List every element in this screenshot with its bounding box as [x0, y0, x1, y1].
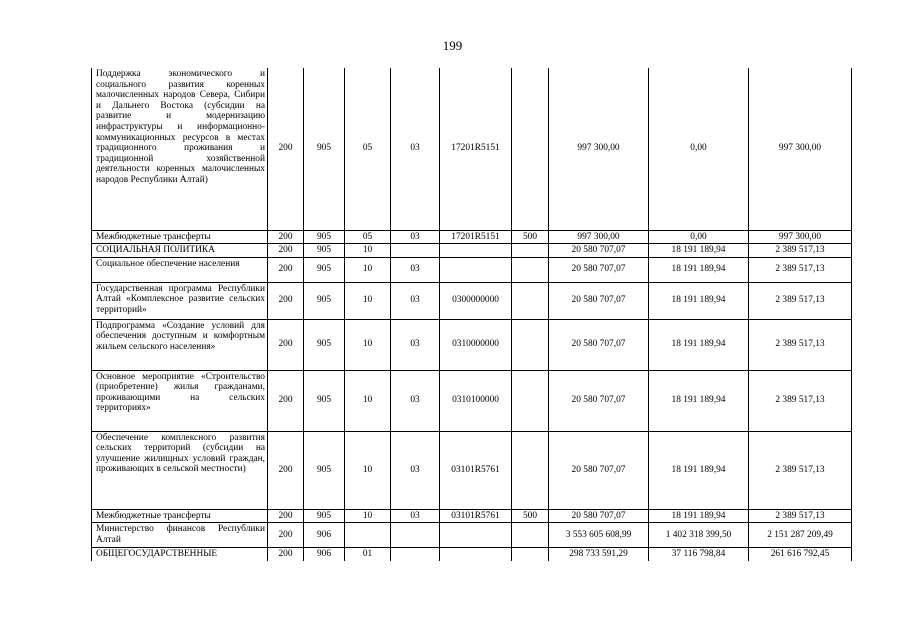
- cell-code-3: 01: [345, 548, 391, 561]
- cell-code-5: 03101R5761: [440, 509, 512, 523]
- row-name: Государственная программа Республики Алтай «Комплексное развитие сельских территорий»: [92, 282, 268, 319]
- cell-code-2: 905: [304, 68, 345, 230]
- cell-code-5: 0300000000: [440, 282, 512, 319]
- cell-code-3: 10: [345, 370, 391, 431]
- cell-amount-1: 20 580 707,07: [549, 282, 649, 319]
- cell-code-6: 500: [512, 230, 549, 244]
- cell-code-2: 905: [304, 282, 345, 319]
- row-name: Обеспечение комплексного развития сельских территорий (субсидии на улучшение жилищных условий граждан, проживающих в сельской местности): [92, 431, 268, 509]
- cell-code-3: 10: [345, 431, 391, 509]
- cell-code-2: 905: [304, 230, 345, 244]
- cell-code-4: 03: [391, 370, 440, 431]
- cell-code-3: 10: [345, 257, 391, 282]
- row-name: Межбюджетные трансферты: [92, 509, 268, 523]
- cell-code-1: 200: [268, 230, 304, 244]
- table-row: [92, 244, 852, 258]
- cell-code-6: [512, 282, 549, 319]
- cell-amount-3: 2 389 517,13: [749, 282, 852, 319]
- cell-code-2: 905: [304, 509, 345, 523]
- cell-code-6: 500: [512, 509, 549, 523]
- cell-code-1: 200: [268, 509, 304, 523]
- cell-code-5: [440, 244, 512, 258]
- cell-code-1: 200: [268, 548, 304, 561]
- cell-amount-1: 20 580 707,07: [549, 244, 649, 258]
- row-name: Социальное обеспечение населения: [92, 257, 268, 282]
- cell-code-1: 200: [268, 282, 304, 319]
- cell-code-2: 905: [304, 244, 345, 258]
- budget-table: [91, 68, 852, 561]
- cell-code-6: [512, 431, 549, 509]
- cell-code-2: 906: [304, 523, 345, 548]
- cell-code-6: [512, 523, 549, 548]
- cell-amount-1: 20 580 707,07: [549, 431, 649, 509]
- cell-amount-3: 261 616 792,45: [749, 548, 852, 561]
- cell-code-3: 10: [345, 282, 391, 319]
- cell-code-2: 905: [304, 370, 345, 431]
- cell-amount-2: 18 191 189,94: [649, 319, 749, 370]
- cell-amount-3: 2 389 517,13: [749, 319, 852, 370]
- cell-code-5: [440, 523, 512, 548]
- cell-amount-2: 18 191 189,94: [649, 509, 749, 523]
- table-row: [92, 431, 852, 509]
- cell-code-3: 10: [345, 509, 391, 523]
- table-row: [92, 509, 852, 523]
- cell-code-1: 200: [268, 257, 304, 282]
- cell-amount-1: 997 300,00: [549, 68, 649, 230]
- cell-code-5: [440, 257, 512, 282]
- cell-code-3: [345, 523, 391, 548]
- cell-code-4: 03: [391, 509, 440, 523]
- cell-code-1: 200: [268, 431, 304, 509]
- table-row: [92, 319, 852, 370]
- cell-code-4: 03: [391, 257, 440, 282]
- cell-code-5: 17201R5151: [440, 68, 512, 230]
- cell-amount-2: 18 191 189,94: [649, 282, 749, 319]
- row-name: СОЦИАЛЬНАЯ ПОЛИТИКА: [92, 244, 268, 258]
- table-row: [92, 230, 852, 244]
- cell-amount-2: 18 191 189,94: [649, 370, 749, 431]
- cell-code-2: 905: [304, 319, 345, 370]
- cell-amount-2: 37 116 798,84: [649, 548, 749, 561]
- cell-amount-2: 18 191 189,94: [649, 244, 749, 258]
- cell-code-4: 03: [391, 431, 440, 509]
- cell-amount-2: 1 402 318 399,50: [649, 523, 749, 548]
- cell-code-1: 200: [268, 68, 304, 230]
- cell-amount-3: 2 389 517,13: [749, 509, 852, 523]
- cell-code-2: 906: [304, 548, 345, 561]
- cell-amount-1: 20 580 707,07: [549, 319, 649, 370]
- cell-amount-3: 2 389 517,13: [749, 370, 852, 431]
- cell-amount-3: 2 151 287 209,49: [749, 523, 852, 548]
- cell-amount-3: 997 300,00: [749, 230, 852, 244]
- cell-code-5: 17201R5151: [440, 230, 512, 244]
- cell-amount-2: 18 191 189,94: [649, 431, 749, 509]
- cell-code-4: 03: [391, 230, 440, 244]
- cell-code-1: 200: [268, 523, 304, 548]
- cell-amount-1: 997 300,00: [549, 230, 649, 244]
- cell-amount-1: 298 733 591,29: [549, 548, 649, 561]
- cell-code-5: 0310100000: [440, 370, 512, 431]
- cell-amount-3: 2 389 517,13: [749, 431, 852, 509]
- cell-code-1: 200: [268, 370, 304, 431]
- cell-amount-3: 2 389 517,13: [749, 244, 852, 258]
- table-row: [92, 548, 852, 561]
- cell-amount-1: 20 580 707,07: [549, 509, 649, 523]
- cell-amount-3: 997 300,00: [749, 68, 852, 230]
- row-name: Межбюджетные трансферты: [92, 230, 268, 244]
- row-name: Министерство финансов Республики Алтай: [92, 523, 268, 548]
- cell-code-4: 03: [391, 319, 440, 370]
- cell-code-5: 03101R5761: [440, 431, 512, 509]
- cell-code-4: 03: [391, 282, 440, 319]
- cell-code-1: 200: [268, 319, 304, 370]
- table-row: [92, 257, 852, 282]
- cell-code-3: 10: [345, 244, 391, 258]
- cell-code-4: [391, 548, 440, 561]
- row-name: Подпрограмма «Создание условий для обеспечения доступным и комфортным жильем сельского населения»: [92, 319, 268, 370]
- cell-amount-1: 20 580 707,07: [549, 257, 649, 282]
- cell-code-6: [512, 68, 549, 230]
- row-name: Поддержка экономического и социального развития коренных малочисленных народов Севера, Сибири и Дальнего Востока (субсидии на развитие и модернизацию инфраструктуры и информационно-коммуникационных ресурсов в местах традиционного проживания и традиционной хозяйственной деятельности коренных малочисленных народов Республики Алтай): [92, 68, 268, 230]
- cell-code-4: [391, 244, 440, 258]
- table-row: [92, 68, 852, 230]
- table-row: [92, 282, 852, 319]
- cell-code-6: [512, 244, 549, 258]
- cell-amount-2: 18 191 189,94: [649, 257, 749, 282]
- table-row: [92, 370, 852, 431]
- cell-amount-1: 20 580 707,07: [549, 370, 649, 431]
- cell-code-6: [512, 548, 549, 561]
- cell-code-3: 10: [345, 319, 391, 370]
- cell-code-2: 905: [304, 431, 345, 509]
- cell-code-4: [391, 523, 440, 548]
- cell-code-6: [512, 257, 549, 282]
- cell-amount-2: 0,00: [649, 230, 749, 244]
- cell-amount-1: 3 553 605 608,99: [549, 523, 649, 548]
- cell-amount-2: 0,00: [649, 68, 749, 230]
- cell-code-5: [440, 548, 512, 561]
- page-number: 199: [442, 38, 463, 53]
- cell-code-6: [512, 319, 549, 370]
- table-row: [92, 523, 852, 548]
- cell-code-3: 05: [345, 68, 391, 230]
- cell-code-3: 05: [345, 230, 391, 244]
- cell-amount-3: 2 389 517,13: [749, 257, 852, 282]
- cell-code-4: 03: [391, 68, 440, 230]
- row-name: ОБЩЕГОСУДАРСТВЕННЫЕ: [92, 548, 268, 561]
- cell-code-6: [512, 370, 549, 431]
- cell-code-1: 200: [268, 244, 304, 258]
- cell-code-5: 0310000000: [440, 319, 512, 370]
- cell-code-2: 905: [304, 257, 345, 282]
- row-name: Основное мероприятие «Строительство (приобретение) жилья гражданами, проживающими на сельских территориях»: [92, 370, 268, 431]
